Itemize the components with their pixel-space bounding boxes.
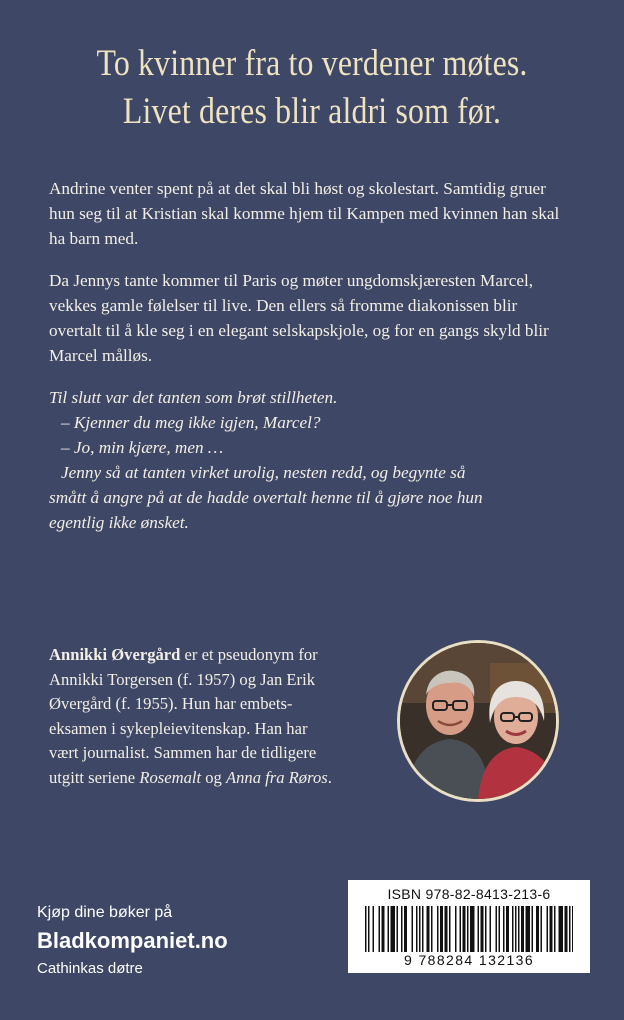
- barcode-bar: [379, 906, 381, 952]
- barcode-bar: [388, 906, 390, 952]
- excerpt-line-6: egentlig ikke ønsket.: [49, 513, 189, 532]
- barcode-bar: [541, 906, 543, 952]
- author-bio-line-5: vært journalist. Sammen har de tidligere: [49, 743, 317, 763]
- barcode-icon: [365, 906, 573, 952]
- barcode-bar: [481, 906, 484, 952]
- barcode-digits: 9 788284 132136: [404, 952, 534, 968]
- barcode-bar: [391, 906, 396, 952]
- barcode-bar: [572, 906, 573, 952]
- blurb-paragraph-1: Andrine venter spent på at det skal bli høst og skolestart. Samtidig gruer hun seg til at Kristian skal komme hjem til Kampen med kvinnen han skal ha barn med.: [49, 179, 560, 248]
- excerpt-line-1: Til slutt var det tanten som brøt stillheten.: [49, 388, 338, 407]
- barcode-bar: [499, 906, 501, 952]
- author-bio-conjunction: og: [201, 767, 226, 787]
- barcode-bar: [440, 906, 443, 952]
- purchase-line: Kjøp dine bøker på: [37, 904, 173, 921]
- barcode-bar: [536, 906, 539, 952]
- barcode-panel: [348, 880, 590, 973]
- author-bio-line-2: Annikki Torgersen (f. 1957) og Jan Erik: [49, 669, 315, 689]
- author-bio-line-1: er et pseudonym for: [180, 645, 318, 664]
- barcode-bar: [455, 906, 457, 952]
- barcode-bar: [365, 906, 367, 952]
- excerpt: [49, 385, 569, 535]
- barcode-bar: [518, 906, 520, 952]
- barcode-bar: [559, 906, 564, 952]
- barcode-bar: [445, 906, 448, 952]
- author-photo-illustration: [400, 643, 556, 799]
- barcode-bar: [478, 906, 480, 952]
- barcode-bar: [554, 906, 556, 952]
- barcode-bar: [515, 906, 517, 952]
- author-bio-line-6: utgitt seriene: [49, 767, 140, 787]
- tagline-line-2: Livet deres blir aldri som før.: [122, 91, 502, 132]
- series-rosemalt: Rosemalt: [139, 767, 202, 787]
- barcode-bar: [547, 906, 549, 952]
- excerpt-line-2: – Kjenner du meg ikke igjen, Marcel?: [61, 413, 321, 432]
- barcode-bar: [565, 906, 568, 952]
- barcode-bar: [373, 906, 375, 952]
- back-cover-blurb: [49, 176, 569, 535]
- excerpt-line-5: smått å angre på at de hadde overtalt henne til å gjøre noe hun: [49, 488, 483, 507]
- barcode-bar: [382, 906, 385, 952]
- tagline: [44, 40, 581, 136]
- barcode-bar: [512, 906, 514, 952]
- barcode-bar: [550, 906, 553, 952]
- barcode-bar: [490, 906, 492, 952]
- barcode-bar: [368, 906, 370, 952]
- barcode-bar: [397, 906, 399, 952]
- barcode-bar: [460, 906, 462, 952]
- barcode-bar: [485, 906, 487, 952]
- barcode-bar: [506, 906, 509, 952]
- barcode-bar: [532, 906, 534, 952]
- tagline-line-1: To kvinner fra to verdener møtes.: [96, 43, 528, 84]
- barcode-bar: [526, 906, 531, 952]
- author-bio-line-3: Øvergård (f. 1955). Hun har embets-: [49, 694, 293, 714]
- barcode-bar: [401, 906, 403, 952]
- author-bio-period: .: [327, 767, 332, 787]
- author-bio: [49, 643, 379, 791]
- barcode-bar: [470, 906, 475, 952]
- isbn-label: ISBN 978-82-8413-213-6: [387, 886, 551, 902]
- barcode-bar: [569, 906, 571, 952]
- publisher-site: Bladkompaniet.no: [37, 928, 228, 953]
- barcode-bar: [503, 906, 505, 952]
- barcode-bar: [431, 906, 433, 952]
- barcode-bar: [496, 906, 498, 952]
- barcode-bar: [467, 906, 469, 952]
- barcode-bar: [416, 906, 418, 952]
- barcode-bar: [419, 906, 421, 952]
- author-name: Annikki Øvergård: [49, 645, 181, 664]
- excerpt-line-4: Jenny så at tanten virket urolig, nesten redd, og begynte så: [61, 463, 466, 482]
- barcode-bar: [427, 906, 430, 952]
- barcode-bar: [449, 906, 451, 952]
- author-photo: [397, 640, 559, 802]
- series-name: Cathinkas døtre: [37, 960, 143, 977]
- purchase-info: [37, 902, 228, 980]
- barcode-bar: [412, 906, 414, 952]
- author-bio-line-4: eksamen i sykepleievitenskap. Han har: [49, 718, 308, 738]
- barcode-bar: [422, 906, 424, 952]
- barcode-bar: [463, 906, 466, 952]
- series-anna-fra-roros: Anna fra Røros: [225, 767, 328, 787]
- barcode-bar: [521, 906, 524, 952]
- blurb-paragraph-2: Da Jennys tante kommer til Paris og møter ungdomskjæresten Marcel, vekkes gamle følelser til live. Den ellers så fromme diakonissen blir overtalt til å kle seg i en elegant selskapskjole, og for en gangs skyld blir Marcel målløs.: [49, 271, 549, 365]
- barcode-bar: [437, 906, 439, 952]
- excerpt-line-3: – Jo, min kjære, men …: [61, 438, 224, 457]
- barcode-bar: [404, 906, 407, 952]
